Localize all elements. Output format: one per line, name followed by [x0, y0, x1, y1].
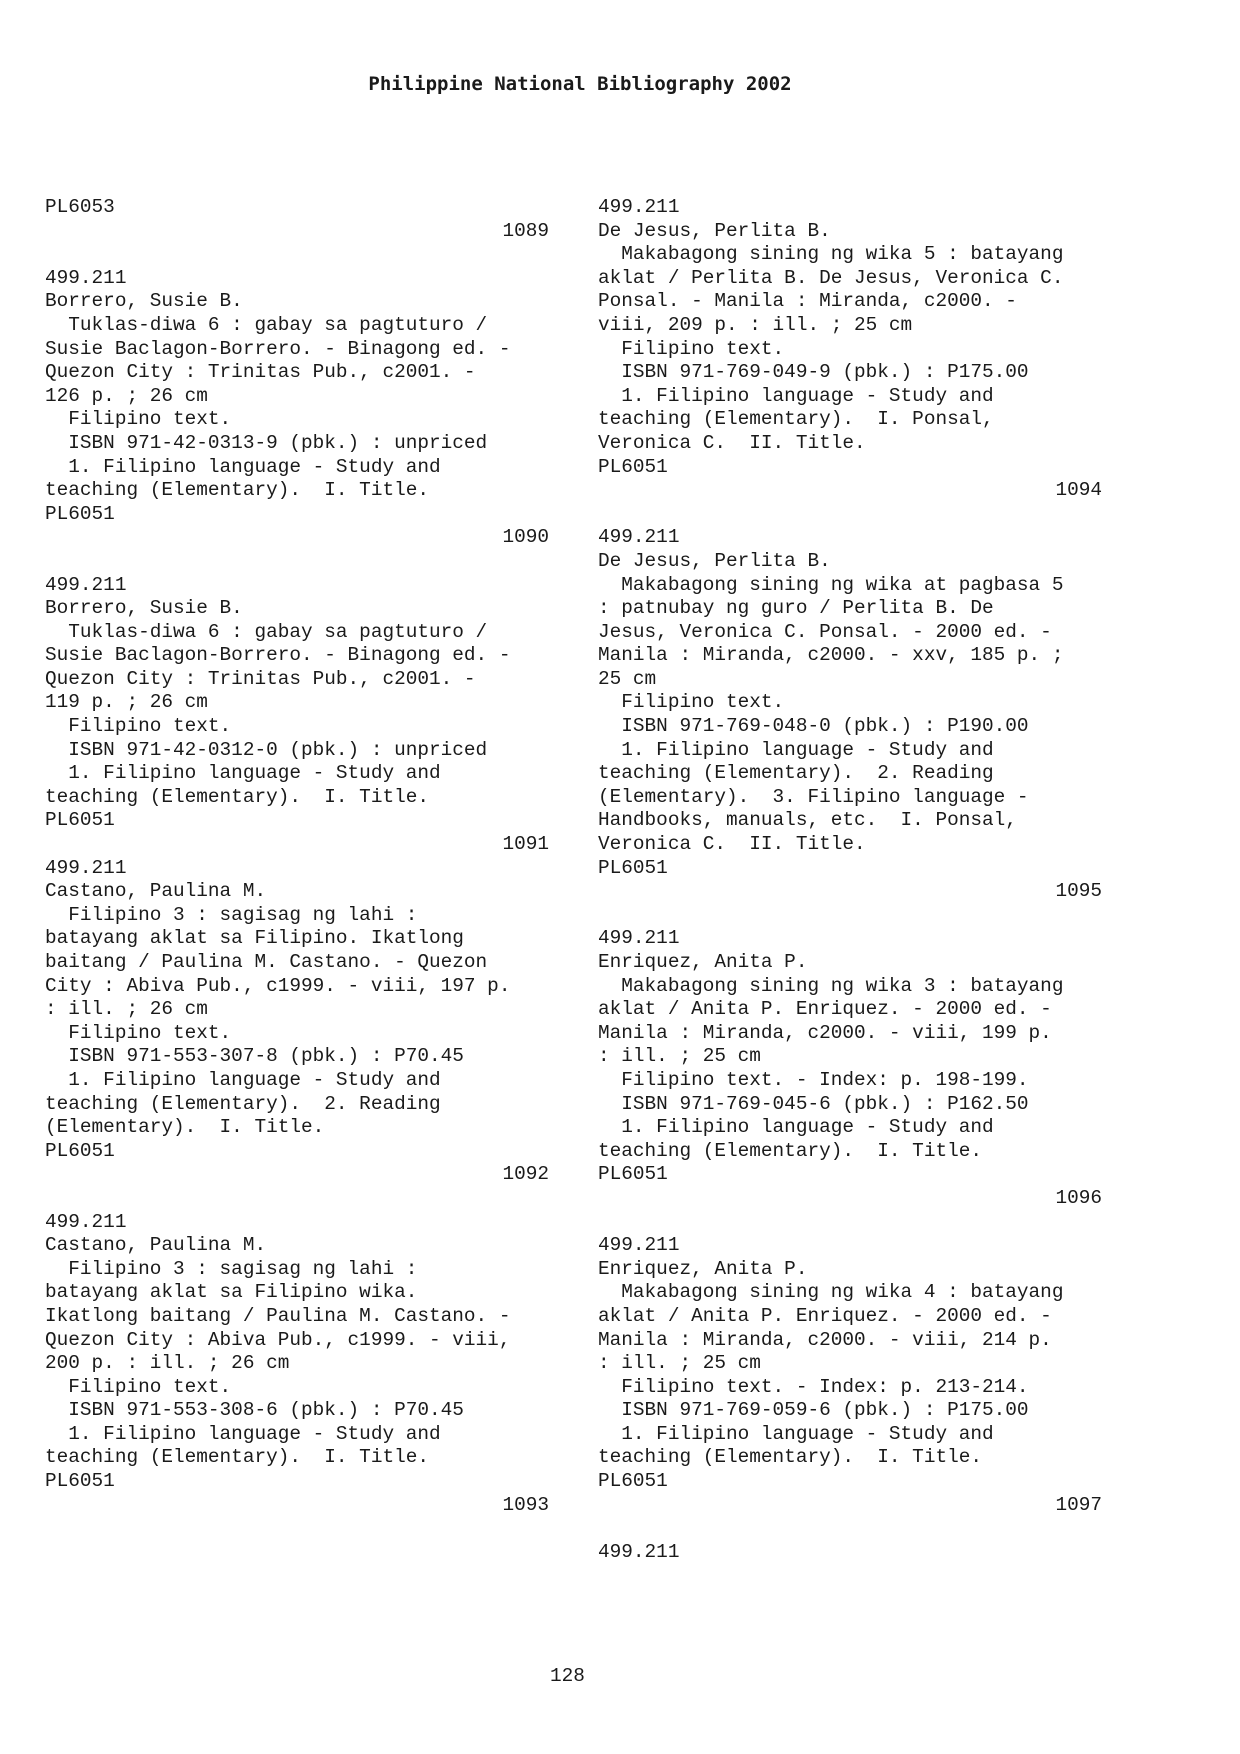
entry-line: PL6051: [45, 1139, 115, 1162]
entry-line: Veronica C. II. Title.: [598, 431, 866, 454]
entry-line: Manila : Miranda, c2000. - viii, 214 p.: [598, 1328, 1052, 1351]
entry-line: 1. Filipino language - Study and: [598, 738, 994, 761]
entry-line: Susie Baclagon-Borrero. - Binagong ed. -: [45, 337, 511, 360]
entry-line: ISBN 971-42-0313-9 (pbk.) : unpriced: [45, 431, 488, 454]
entry-line: PL6051: [45, 1470, 115, 1493]
right-column: [598, 196, 1102, 1564]
entry-number: 1093: [502, 1493, 549, 1516]
entry-line: Manila : Miranda, c2000. - viii, 199 p.: [598, 1021, 1052, 1044]
entry-number: 1092: [502, 1163, 549, 1186]
left-column: [45, 196, 549, 1517]
entry-line: ISBN 971-769-049-9 (pbk.) : P175.00: [598, 361, 1029, 384]
entry-line: [598, 1517, 1102, 1541]
entry-line: De Jesus, Perlita B.: [598, 219, 831, 242]
entry-line: Tuklas-diwa 6 : gabay sa pagtuturo /: [45, 620, 488, 643]
entry-line: 200 p. : ill. ; 26 cm: [45, 1352, 290, 1375]
entry-number: 1097: [1055, 1493, 1102, 1516]
entry-line: ISBN 971-769-048-0 (pbk.) : P190.00: [598, 715, 1029, 738]
entry-line: ISBN 971-769-059-6 (pbk.) : P175.00: [598, 1399, 1029, 1422]
entry-line: Enriquez, Anita P.: [598, 1257, 808, 1280]
entry-line: teaching (Elementary). I. Title.: [45, 1446, 429, 1469]
entry-line: PL6053: [45, 196, 115, 218]
entry-line: Filipino 3 : sagisag ng lahi :: [45, 1257, 418, 1280]
entry-line: 499.211: [45, 573, 127, 596]
entry-line: Ponsal. - Manila : Miranda, c2000. -: [598, 290, 1017, 313]
entry-number: 1091: [502, 833, 549, 856]
entry-line: Filipino text. - Index: p. 198-199.: [598, 1068, 1029, 1091]
entry-line: 1. Filipino language - Study and: [45, 1068, 441, 1091]
entry-line: PL6051: [598, 856, 668, 879]
entry-line: City : Abiva Pub., c1999. - viii, 197 p.: [45, 974, 511, 997]
entry-line: Filipino text.: [45, 408, 232, 431]
entry-line: Filipino text.: [598, 691, 785, 714]
entry-line: Jesus, Veronica C. Ponsal. - 2000 ed. -: [598, 620, 1052, 643]
entry-line: Filipino text.: [45, 1021, 232, 1044]
entry-line: 1. Filipino language - Study and: [45, 762, 441, 785]
entry-line: Veronica C. II. Title.: [598, 833, 866, 856]
entry-line: 1. Filipino language - Study and: [598, 1116, 994, 1139]
entry-line: : ill. ; 25 cm: [598, 1352, 761, 1375]
entry-line: 119 p. ; 26 cm: [45, 691, 208, 714]
entry-line: 499.211: [598, 526, 680, 549]
entry-line: Susie Baclagon-Borrero. - Binagong ed. -: [45, 644, 511, 667]
entry-line: De Jesus, Perlita B.: [598, 549, 831, 572]
entry-line: Castano, Paulina M.: [45, 1234, 267, 1257]
entry-line: Castano, Paulina M.: [45, 880, 267, 903]
entry-line: teaching (Elementary). 2. Reading: [598, 762, 994, 785]
entry-line: Enriquez, Anita P.: [598, 951, 808, 973]
entry-line: : ill. ; 25 cm: [598, 1045, 761, 1068]
entry-line: : patnubay ng guro / Perlita B. De: [598, 597, 994, 620]
entry-line: 1. Filipino language - Study and: [598, 1422, 994, 1445]
entry-line: Filipino text.: [45, 1375, 232, 1398]
page-title: Philippine National Bibliography 2002: [368, 73, 792, 95]
entry-line: 499.211: [598, 1234, 680, 1257]
entry-line: 126 p. ; 26 cm: [45, 384, 208, 407]
entry-line: teaching (Elementary). I. Title.: [598, 1446, 982, 1469]
entry-line: (Elementary). 3. Filipino language -: [598, 785, 1029, 808]
entry-line: Makabagong sining ng wika 3 : batayang: [598, 974, 1064, 997]
entry-line: [45, 1187, 549, 1211]
entry-line: Filipino text.: [598, 337, 785, 360]
entry-line: Borrero, Susie B.: [45, 290, 243, 313]
entry-line: PL6051: [45, 809, 115, 832]
entry-number: 1089: [502, 219, 549, 242]
entry-line: Manila : Miranda, c2000. - xxv, 185 p. ;: [598, 644, 1064, 667]
entry-line: Tuklas-diwa 6 : gabay sa pagtuturo /: [45, 313, 488, 336]
entry-line: ISBN 971-42-0312-0 (pbk.) : unpriced: [45, 738, 488, 761]
entry-line: teaching (Elementary). I. Title.: [45, 785, 429, 808]
entry-line: Makabagong sining ng wika 5 : batayang: [598, 243, 1064, 266]
entry-line: 499.211: [45, 1210, 127, 1233]
entry-number: 1096: [1055, 1186, 1102, 1209]
entry-line: 499.211: [45, 856, 127, 879]
entry-line: Makabagong sining ng wika 4 : batayang: [598, 1281, 1064, 1304]
entry-line: Filipino text.: [45, 715, 232, 738]
entry-line: viii, 209 p. : ill. ; 25 cm: [598, 313, 913, 336]
entry-line: ISBN 971-553-308-6 (pbk.) : P70.45: [45, 1399, 464, 1422]
entry-line: Makabagong sining ng wika at pagbasa 5: [598, 573, 1064, 596]
entry-line: PL6051: [598, 1163, 668, 1186]
entry-line: Filipino text. - Index: p. 213-214.: [598, 1375, 1029, 1398]
entry-line: ISBN 971-553-307-8 (pbk.) : P70.45: [45, 1045, 464, 1068]
entry-line: PL6051: [598, 455, 668, 478]
entry-line: 1. Filipino language - Study and: [598, 384, 994, 407]
entry-line: Filipino 3 : sagisag ng lahi :: [45, 903, 418, 926]
entry-line: batayang aklat sa Filipino. Ikatlong: [45, 927, 464, 950]
entry-line: aklat / Anita P. Enriquez. - 2000 ed. -: [598, 1304, 1052, 1327]
entry-line: teaching (Elementary). I. Ponsal,: [598, 408, 994, 431]
entry-line: PL6051: [45, 502, 115, 525]
entry-line: 499.211: [45, 266, 127, 289]
entry-line: teaching (Elementary). 2. Reading: [45, 1092, 441, 1115]
entry-line: aklat / Perlita B. De Jesus, Veronica C.: [598, 266, 1064, 289]
entry-line: [598, 1211, 1102, 1235]
entry-line: 1. Filipino language - Study and: [45, 1422, 441, 1445]
entry-line: Quezon City : Trinitas Pub., c2001. -: [45, 361, 476, 384]
entry-line: [45, 550, 549, 574]
entry-line: batayang aklat sa Filipino wika.: [45, 1281, 418, 1304]
entry-line: baitang / Paulina M. Castano. - Quezon: [45, 951, 488, 973]
entry-line: Handbooks, manuals, etc. I. Ponsal,: [598, 809, 1017, 832]
entry-line: [598, 904, 1102, 928]
entry-line: Ikatlong baitang / Paulina M. Castano. -: [45, 1304, 511, 1327]
entry-number: 1094: [1055, 479, 1102, 502]
entry-line: Quezon City : Abiva Pub., c1999. - viii,: [45, 1328, 511, 1351]
entry-line: 499.211: [598, 927, 680, 950]
entry-line: teaching (Elementary). I. Title.: [45, 479, 429, 502]
entry-line: Borrero, Susie B.: [45, 597, 243, 620]
page-number: 128: [550, 1665, 585, 1687]
entry-line: aklat / Anita P. Enriquez. - 2000 ed. -: [598, 998, 1052, 1021]
entry-line: ISBN 971-769-045-6 (pbk.) : P162.50: [598, 1092, 1029, 1115]
entry-line: PL6051: [598, 1470, 668, 1493]
entry-line: [45, 243, 549, 267]
entry-line: 499.211: [598, 196, 680, 218]
entry-line: 499.211: [598, 1540, 680, 1563]
entry-line: Quezon City : Trinitas Pub., c2001. -: [45, 667, 476, 690]
entry-line: teaching (Elementary). I. Title.: [598, 1139, 982, 1162]
entry-line: 25 cm: [598, 667, 657, 690]
entry-line: : ill. ; 26 cm: [45, 998, 208, 1021]
entry-line: 1. Filipino language - Study and: [45, 455, 441, 478]
entry-number: 1090: [502, 526, 549, 549]
entry-line: (Elementary). I. Title.: [45, 1116, 325, 1139]
entry-number: 1095: [1055, 880, 1102, 903]
entry-line: [598, 503, 1102, 527]
